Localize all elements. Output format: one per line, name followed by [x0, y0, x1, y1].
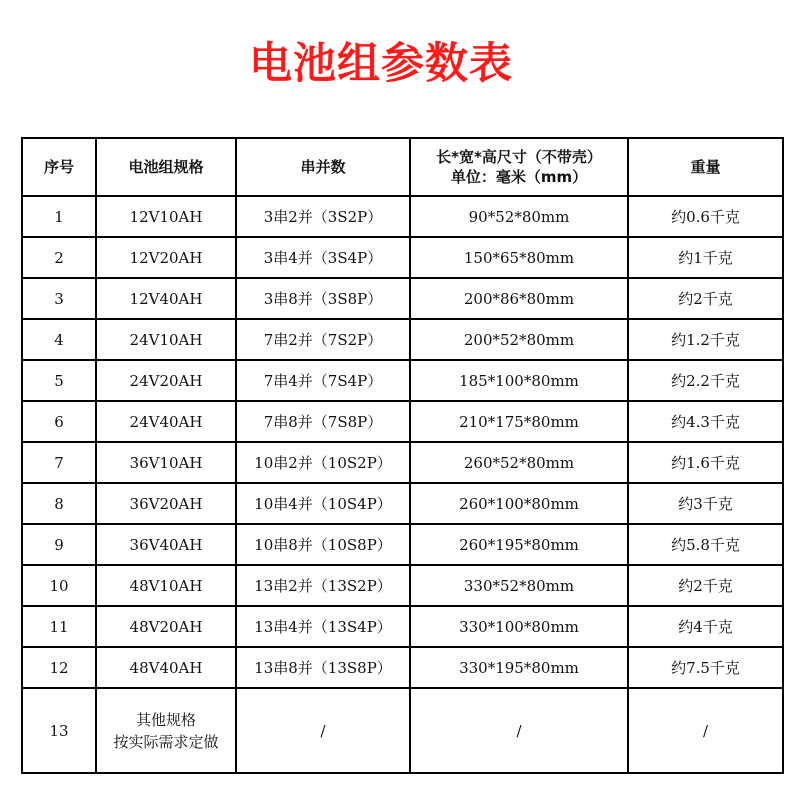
cell-size: 200*86*80mm	[410, 278, 628, 319]
cell-config: 13串4并（13S4P）	[236, 606, 410, 647]
table-row	[22, 237, 783, 278]
cell-config: 3串8并（3S8P）	[236, 278, 410, 319]
cell-size: 330*100*80mm	[410, 606, 628, 647]
cell-config: 10串4并（10S4P）	[236, 483, 410, 524]
cell-spec-line1: 其他规格	[135, 710, 196, 729]
cell-config: 7串8并（7S8P）	[236, 401, 410, 442]
cell-spec: 24V40AH	[96, 401, 236, 442]
cell-config: 7串4并（7S4P）	[236, 360, 410, 401]
cell-config: /	[236, 688, 410, 773]
cell-index: 12	[22, 647, 96, 688]
table-header-row	[22, 138, 783, 196]
cell-size: 210*175*80mm	[410, 401, 628, 442]
cell-index: 8	[22, 483, 96, 524]
cell-index: 5	[22, 360, 96, 401]
table-row	[22, 319, 783, 360]
cell-index: 10	[22, 565, 96, 606]
cell-weight: 约3千克	[628, 483, 783, 524]
cell-spec: 36V10AH	[96, 442, 236, 483]
cell-weight: 约1.6千克	[628, 442, 783, 483]
cell-config: 3串2并（3S2P）	[236, 196, 410, 237]
cell-config: 13串8并（13S8P）	[236, 647, 410, 688]
cell-weight: 约1.2千克	[628, 319, 783, 360]
cell-size: 150*65*80mm	[410, 237, 628, 278]
battery-spec-table	[21, 137, 784, 774]
cell-weight: 约5.8千克	[628, 524, 783, 565]
table-body	[22, 196, 783, 688]
cell-size: /	[410, 688, 628, 773]
cell-index: 6	[22, 401, 96, 442]
cell-index: 11	[22, 606, 96, 647]
cell-weight: 约0.6千克	[628, 196, 783, 237]
cell-spec: 24V20AH	[96, 360, 236, 401]
cell-spec-line2: 按实际需求定做	[113, 732, 219, 751]
table-row	[22, 647, 783, 688]
cell-size: 260*195*80mm	[410, 524, 628, 565]
cell-size: 260*52*80mm	[410, 442, 628, 483]
cell-index: 13	[22, 688, 96, 773]
cell-weight: 约2.2千克	[628, 360, 783, 401]
header-weight: 重量	[628, 138, 783, 196]
cell-spec: 48V10AH	[96, 565, 236, 606]
cell-weight: 约2千克	[628, 278, 783, 319]
table-row	[22, 565, 783, 606]
table-row	[22, 442, 783, 483]
cell-index: 2	[22, 237, 96, 278]
cell-spec: 48V20AH	[96, 606, 236, 647]
cell-size: 330*195*80mm	[410, 647, 628, 688]
table-row	[22, 483, 783, 524]
cell-index: 1	[22, 196, 96, 237]
table-row	[22, 360, 783, 401]
header-config: 串并数	[236, 138, 410, 196]
cell-weight: 约4千克	[628, 606, 783, 647]
cell-config: 3串4并（3S4P）	[236, 237, 410, 278]
header-size	[410, 138, 628, 196]
table-row	[22, 524, 783, 565]
cell-index: 3	[22, 278, 96, 319]
cell-size: 185*100*80mm	[410, 360, 628, 401]
cell-size: 200*52*80mm	[410, 319, 628, 360]
header-size-line1: 长*宽*高尺寸（不带壳）	[436, 148, 602, 166]
table-row	[22, 278, 783, 319]
cell-weight: 约1千克	[628, 237, 783, 278]
cell-spec: 12V20AH	[96, 237, 236, 278]
cell-config: 10串8并（10S8P）	[236, 524, 410, 565]
cell-spec: 48V40AH	[96, 647, 236, 688]
cell-spec: 12V40AH	[96, 278, 236, 319]
cell-spec: 36V40AH	[96, 524, 236, 565]
cell-weight: /	[628, 688, 783, 773]
cell-spec: 12V10AH	[96, 196, 236, 237]
cell-config: 13串2并（13S2P）	[236, 565, 410, 606]
cell-config: 7串2并（7S2P）	[236, 319, 410, 360]
cell-index: 7	[22, 442, 96, 483]
table-row	[22, 196, 783, 237]
cell-index: 4	[22, 319, 96, 360]
cell-weight: 约7.5千克	[628, 647, 783, 688]
table-row	[22, 401, 783, 442]
cell-spec	[96, 688, 236, 773]
table-row	[22, 606, 783, 647]
cell-spec: 24V10AH	[96, 319, 236, 360]
table-row-custom	[22, 688, 783, 773]
header-size-line2: 单位：毫米（mm）	[450, 168, 588, 186]
cell-config: 10串2并（10S2P）	[236, 442, 410, 483]
cell-size: 90*52*80mm	[410, 196, 628, 237]
page-title: 电池组参数表	[249, 39, 513, 89]
cell-size: 330*52*80mm	[410, 565, 628, 606]
cell-spec: 36V20AH	[96, 483, 236, 524]
cell-index: 9	[22, 524, 96, 565]
cell-size: 260*100*80mm	[410, 483, 628, 524]
header-spec: 电池组规格	[96, 138, 236, 196]
header-index: 序号	[22, 138, 96, 196]
cell-weight: 约4.3千克	[628, 401, 783, 442]
cell-weight: 约2千克	[628, 565, 783, 606]
